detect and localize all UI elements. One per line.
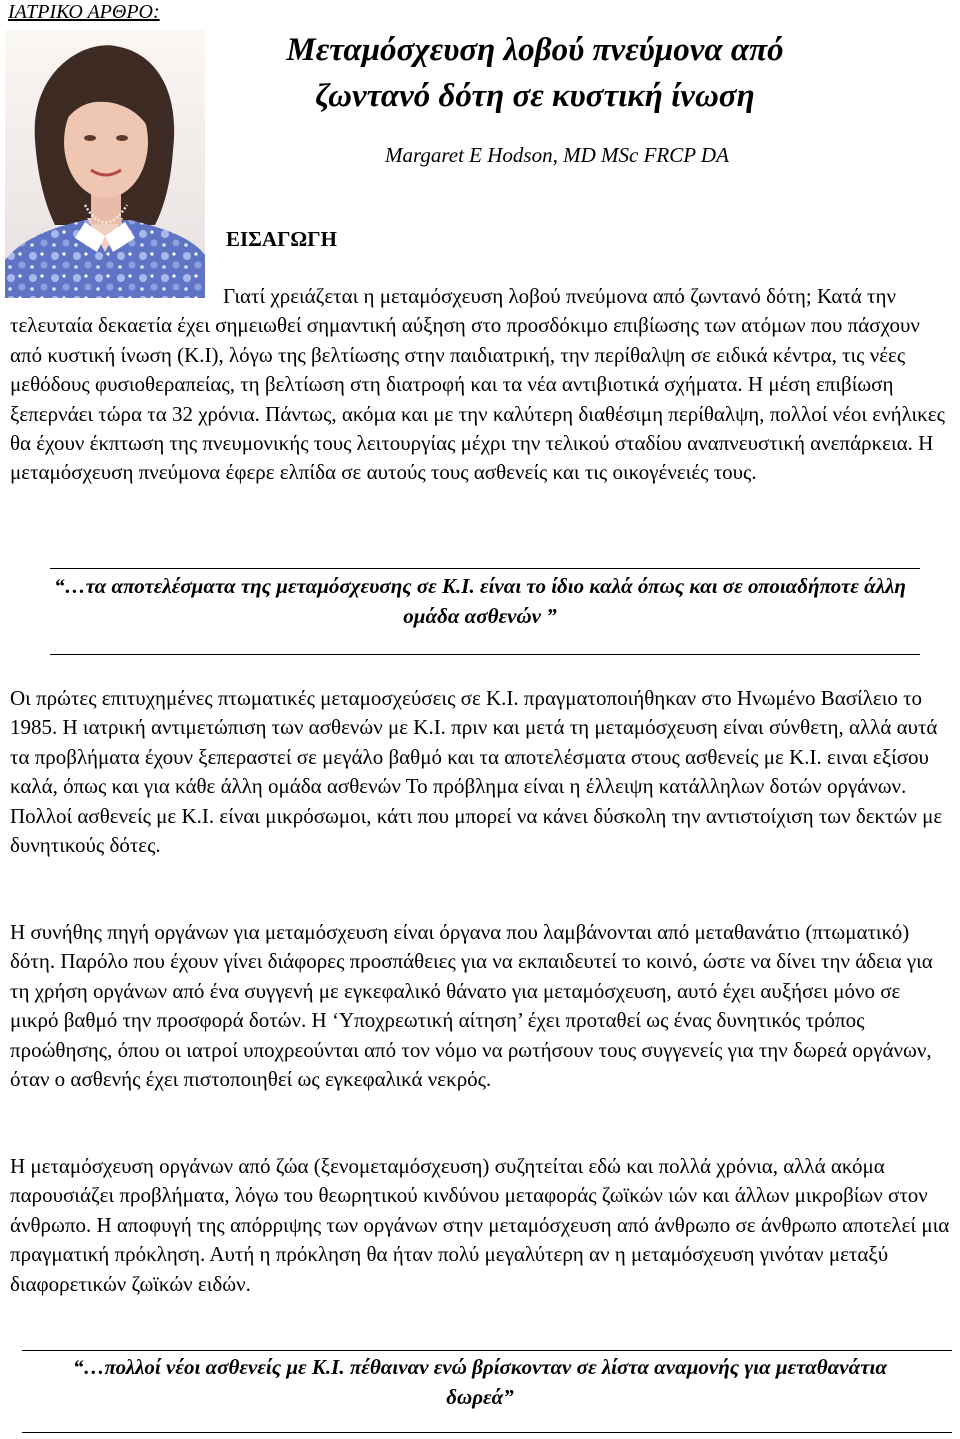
pull-quote-rule-bottom <box>50 654 920 655</box>
paragraph-transplant-history: Οι πρώτες επιτυχημένες πτωματικές μεταμοσχεύσεις σε Κ.Ι. πραγματοποιήθηκαν στο Ηνωμένο Βασίλειο το 1985. Η ιατρική αντιμετώπιση των ασθενών με Κ.Ι. πριν και μετά τη μεταμόσχευση είναι σύνθετη, αλλά αυτά τα προβλήματα έχουν ξεπεραστεί σε μεγάλο βαθμό και τα αποτελέσματα στους ασθενείς με Κ.Ι. ειναι εξίσου καλά, όπως και για κάθε άλλη ομάδα ασθενών Το πρόβλημα είναι η έλλειψη κατάλληλων δοτών οργάνων. Πολλοί ασθενείς με Κ.Ι. είναι μικρόσωμοι, κάτι που μπορεί να κάνει δύσκολη την αντιστοίχιση των δεκτών με δυνητικούς δότες. <box>10 686 943 858</box>
pull-quote-rule-bottom-2 <box>22 1432 952 1433</box>
section-label: ΙΑΤΡΙΚΟ ΑΡΘΡΟ: <box>8 1 160 23</box>
paragraph-organ-sources: Η συνήθης πηγή οργάνων για μεταμόσχευση είναι όργανα που λαμβάνονται από μεταθανάτιο (πτωματικό) δότη. Παρόλο που έχουν γίνει διάφορες προσπάθειες για να εκπαιδευτεί το κοινό, ώστε να δίνει την άδεια για τη χρήση οργάνων από ένα συγγενή με εγκεφαλικό θάνατο για μεταμόσχευση, αυτό έχει αυξήσει μόνο σε μικρό βαθμό την προσφορά δοτών. Η ‘Υποχρεωτική αίτηση’ έχει προταθεί ως ένας δυνητικός τρόπος προώθησης, όπου οι ιατροί υποχρεούνται από τον νόμο να ρωτήσουν τους συγγενείς για την δωρεά οργάνων, όταν ο ασθενής έχει πιστοποιηθεί ως εγκεφαλικά νεκρός. <box>10 920 933 1092</box>
pull-quote-rule-top <box>50 568 920 569</box>
pull-quote-rule-top-2 <box>22 1350 952 1351</box>
author-portrait-image <box>5 30 205 298</box>
pull-quote-results: “…τα αποτελέσματα της μεταμόσχευσης σε Κ.Ι. είναι το ίδιο καλά όπως και σε οποιαδήποτε άλλη ομάδα ασθενών ” <box>54 574 906 628</box>
section-heading: ΕΙΣΑΓΩΓΗ <box>226 227 337 251</box>
paragraph-intro: Γιατί χρειάζεται η μεταμόσχευση λοβού πνεύμονα από ζωντανό δότη; Κατά την τελευταία δεκαετία έχει σημειωθεί σημαντική αύξηση στο προσδόκιμο επιβίωσης των ατόμων που πάσχουν από κυστική ίνωση (Κ.Ι), λόγω της βελτίωσης στην παιδιατρική, την περίθαλψη σε ειδικά κέντρα, τις νέες μεθόδους φυσιοθεραπείας, τη βελτίωση στη διατροφή και τα νέα αντιβιοτικά σχήματα. Η μέση επιβίωση ξεπερνάει τώρα τα 32 χρόνια. Πάντως, ακόμα και με την καλύτερη διαθέσιμη περίθαλψη, πολλοί νέοι ενήλικες θα έχουν έκπτωση της πνευμονικής τους λειτουργίας μέχρι την τελικού σταδίου αναπνευστική ανεπάρκεια. Η μεταμόσχευση πνεύμονα έφερε ελπίδα σε αυτούς τους ασθενείς και τις οικογένειές τους. <box>10 284 945 485</box>
article-title: Μεταμόσχευση λοβού πνεύμονα από ζωντανό δότη σε κυστική ίνωση <box>286 32 784 114</box>
pull-quote-waiting-list: “…πολλοί νέοι ασθενείς με Κ.Ι. πέθαιναν ενώ βρίσκονταν σε λίστα αναμονής για μεταθανάτια δωρεά” <box>73 1355 887 1409</box>
paragraph-xenotransplant: Η μεταμόσχευση οργάνων από ζώα (ξενομεταμόσχευση) συζητείται εδώ και πολλά χρόνια, αλλά ακόμα παρουσιάζει προβλήματα, λόγω του θεωρητικού κινδύνου μεταφοράς ζωϊκών ιών και άλλων μικροβίων στον άνθρωπο. Η αποφυγή της απόρριψης των οργάνων στην μεταμόσχευση από άνθρωπο σε άνθρωπο αποτελεί μια πραγματική πρόκληση. Αυτή η πρόκληση θα ήταν πολύ μεγαλύτερη αν η μεταμόσχευση γινόταν μεταξύ διαφορετικών ζωϊκών ειδών. <box>10 1154 950 1296</box>
author-byline: Margaret E Hodson, MD MSc FRCP DA <box>385 143 729 167</box>
author-portrait <box>5 30 205 298</box>
